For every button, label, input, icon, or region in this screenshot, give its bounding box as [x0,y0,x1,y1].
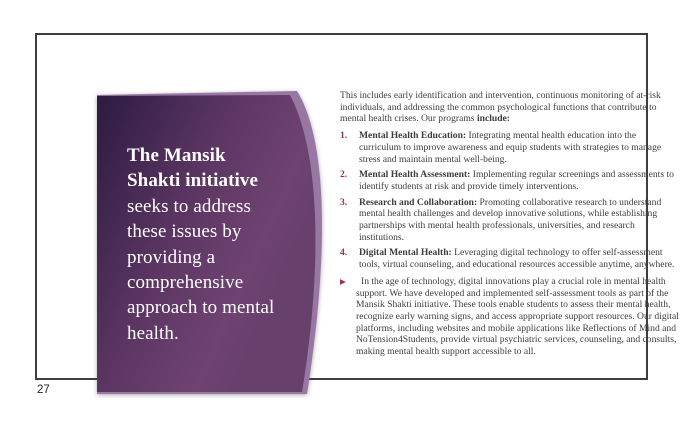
intro-bold: include: [476,113,510,125]
title-line: health. [127,322,179,344]
bullet-item [340,276,680,358]
numbered-item [340,247,680,270]
slide [35,33,679,380]
bullet-arrow-icon: ▶ [340,276,346,286]
numbered-item [340,130,680,165]
item-label: Research and Collaboration: [359,196,478,208]
item-body: Integrating mental health education into the curriculum to improve awareness and equip students with strategies to manage stress and maintain mental well-being. [359,130,662,165]
bullet-text: In the age of technology, digital innovations play a crucial role in mental health support. We have developed and implemented self-assessment tools as part of the Mansik Shakti initiative. These tools enable students to assess their mental health, recognize early warning signs, and access appropriate support resources. Our digital platforms, including websites and mobile applications like Reflections of Mind and NoTension4Students, provide virtual psychiatric services, counseling, and consults, making mental health support accessible to all. [356,275,679,358]
title-line: approach to mental [127,297,275,319]
item-label: Digital Mental Health: [359,247,452,259]
item-body: Leveraging digital technology to offer self-assessment tools, virtual counseling, and educational resources accessible anytime, anywhere. [359,247,675,271]
title-line: providing a [127,246,216,268]
item-text [359,130,680,165]
slide-body [340,90,680,358]
item-number: 4. [340,247,348,259]
item-body: Implementing regular screenings and assessments to identify students at risk and provide timely interventions. [359,169,674,192]
item-number: 2. [340,169,348,181]
item-number: 1. [340,130,348,142]
item-number: 3. [340,196,348,208]
title-line: comprehensive [127,272,244,294]
item-body: Promoting collaborative research to understand mental health challenges and develop innovative solutions, while establishing partnerships with mental health professionals, universities, and research institutions. [359,196,662,243]
intro-paragraph [340,90,680,125]
title-line: Shakti initiative [127,170,259,192]
item-text [359,169,680,192]
page-number: 27 [37,384,50,396]
intro-text: This includes early identification and intervention, continuous monitoring of at-risk individuals, and addressing the common psychological functions that contribute to mental health crises. Our programs [340,90,661,125]
title-line: seeks to address [127,195,252,217]
title-line: these issues by [127,221,242,243]
title-panel [97,91,329,395]
item-label: Mental Health Education: [359,130,467,142]
title-line: The Mansik [127,145,226,166]
item-text [359,247,680,270]
item-label: Mental Health Assessment: [359,169,471,181]
numbered-item [340,197,680,244]
slide-title [127,143,307,346]
item-text [359,197,680,244]
numbered-item [340,169,680,192]
